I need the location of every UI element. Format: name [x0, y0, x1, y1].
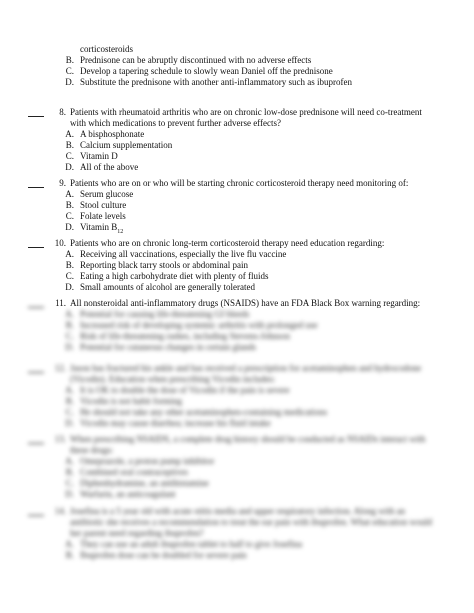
- option-a: A. Receiving all vaccinations, especially the live flu vaccine: [65, 249, 287, 259]
- answer-blank: [28, 307, 44, 308]
- option-a: A. Potential for causing life-threatening GI bleeds: [65, 309, 250, 319]
- answer-blank: [28, 372, 44, 373]
- option-a: A. Serum glucose: [65, 189, 134, 199]
- question-11: [0, 298, 474, 353]
- option-a: A. Omeprazole, a proton pump inhibitor: [65, 456, 215, 466]
- option-b: B. Prednisone can be abruptly discontinued with no adverse effects: [65, 55, 312, 65]
- question-10: [0, 238, 474, 293]
- question-number: 8.: [59, 107, 66, 117]
- blurred-options: [0, 309, 474, 353]
- question-13: [0, 434, 474, 500]
- option-a: A. It is OK to double the dose of Vicodin if the pain is severe: [65, 385, 290, 395]
- option-c: C. Diphenhydramine, an antihistamine: [65, 478, 209, 488]
- question-number: 14.: [54, 506, 66, 516]
- question-text-line2: with which medications to prevent further adverse effects?: [70, 118, 282, 128]
- option-d: D. Vitamin $B_{12}$: [65, 222, 124, 235]
- option-c: C. Vitamin D: [65, 151, 118, 161]
- option-a: A. They can use an adult ibuprofen tablet to half to give Josefina: [65, 539, 303, 549]
- question-number: 12.: [54, 363, 66, 373]
- question-text: All nonsteroidal anti-inflammatory drugs (NSAIDS) have an FDA Black Box warning regarding:: [70, 298, 421, 308]
- question-text: Patients who are on or who will be starting chronic corticosteroid therapy need monitoring of:: [70, 178, 409, 188]
- option-b: B. Vicodin is not habit forming: [65, 396, 182, 406]
- option-d: D. Substitute the prednisone with another anti-inflammatory such as ibuprofen: [65, 77, 352, 87]
- question-14: [0, 506, 474, 561]
- option-c: C. He should not take any other acetaminophen-containing medications: [65, 407, 328, 417]
- option-d: D. Vicodin may cause diarrhea; increase his fluid intake: [65, 418, 271, 428]
- question-9: [0, 178, 474, 233]
- answer-blank: [28, 443, 44, 444]
- question-number: 13.: [54, 434, 66, 444]
- question-number: 9.: [59, 178, 66, 188]
- option-d: D. Warfarin, an anticoagulant: [65, 489, 176, 499]
- question-number: 10.: [54, 238, 66, 248]
- question-text-line3: her parent need regarding ibuprofen?: [70, 528, 204, 538]
- subscript: 12: [117, 228, 124, 235]
- question-text-line2: antibiotic she receives a recommendation to treat the ear pain with ibuprofen. What education would: [70, 517, 432, 527]
- option-a: A. A bisphosphonate: [65, 129, 145, 139]
- option-b: B. Calcium supplementation: [65, 140, 173, 150]
- question-text-line2: (Vicodin). Education when prescribing Vicodin includes:: [70, 374, 276, 384]
- question-7-tail: [0, 44, 474, 88]
- question-text-line2: these drugs:: [70, 445, 114, 455]
- question-text: Patients who are on chronic long-term corticosteroid therapy need education regarding:: [70, 238, 385, 248]
- option-b: B. Increased risk of developing systemic arthritis with prolonged use: [65, 320, 318, 330]
- answer-blank: [28, 515, 44, 516]
- option-c: C. Eating a high carbohydrate diet with plenty of fluids: [65, 271, 269, 281]
- question-number: 11.: [55, 298, 66, 308]
- question-text: Josefina is a 5 year old with acute otitis media and upper respiratory infection. Along with an: [70, 506, 406, 516]
- question-text: Patients with rheumatoid arthritis who are on chronic low-dose prednisone will need co-treatment: [70, 107, 422, 117]
- question-text: When prescribing NSAIDS, a complete drug history should be conducted as NSAIDs interact with: [70, 434, 426, 444]
- option-c: C. Develop a tapering schedule to slowly wean Daniel off the prednisone: [65, 66, 333, 76]
- question-8: [0, 107, 474, 173]
- answer-blank: [28, 116, 44, 117]
- option-b: B. Reporting black tarry stools or abdominal pain: [65, 260, 248, 270]
- option-d: D. Potential for cutaneous changes in certain glands: [65, 342, 256, 352]
- option-b: B. Combined oral contraceptives: [65, 467, 188, 477]
- answer-blank: [28, 247, 44, 248]
- option-c: C. Folate levels: [65, 211, 126, 221]
- answer-blank: [28, 187, 44, 188]
- question-12: [0, 363, 474, 429]
- option-d: D. Small amounts of alcohol are generally tolerated: [65, 282, 255, 292]
- option-b: B. Stool culture: [65, 200, 127, 210]
- option-d: D. All of the above: [65, 162, 139, 172]
- option-continuation: corticosteroids: [80, 44, 133, 54]
- option-c: C. Risk of life-threatening rashes, including Stevens-Johnson: [65, 331, 290, 341]
- question-text: Jason has fractured his ankle and has received a prescription for acetaminophen and hydrocodone: [70, 363, 422, 373]
- option-b: B. Ibuprofen dose can be doubled for severe pain: [65, 550, 247, 560]
